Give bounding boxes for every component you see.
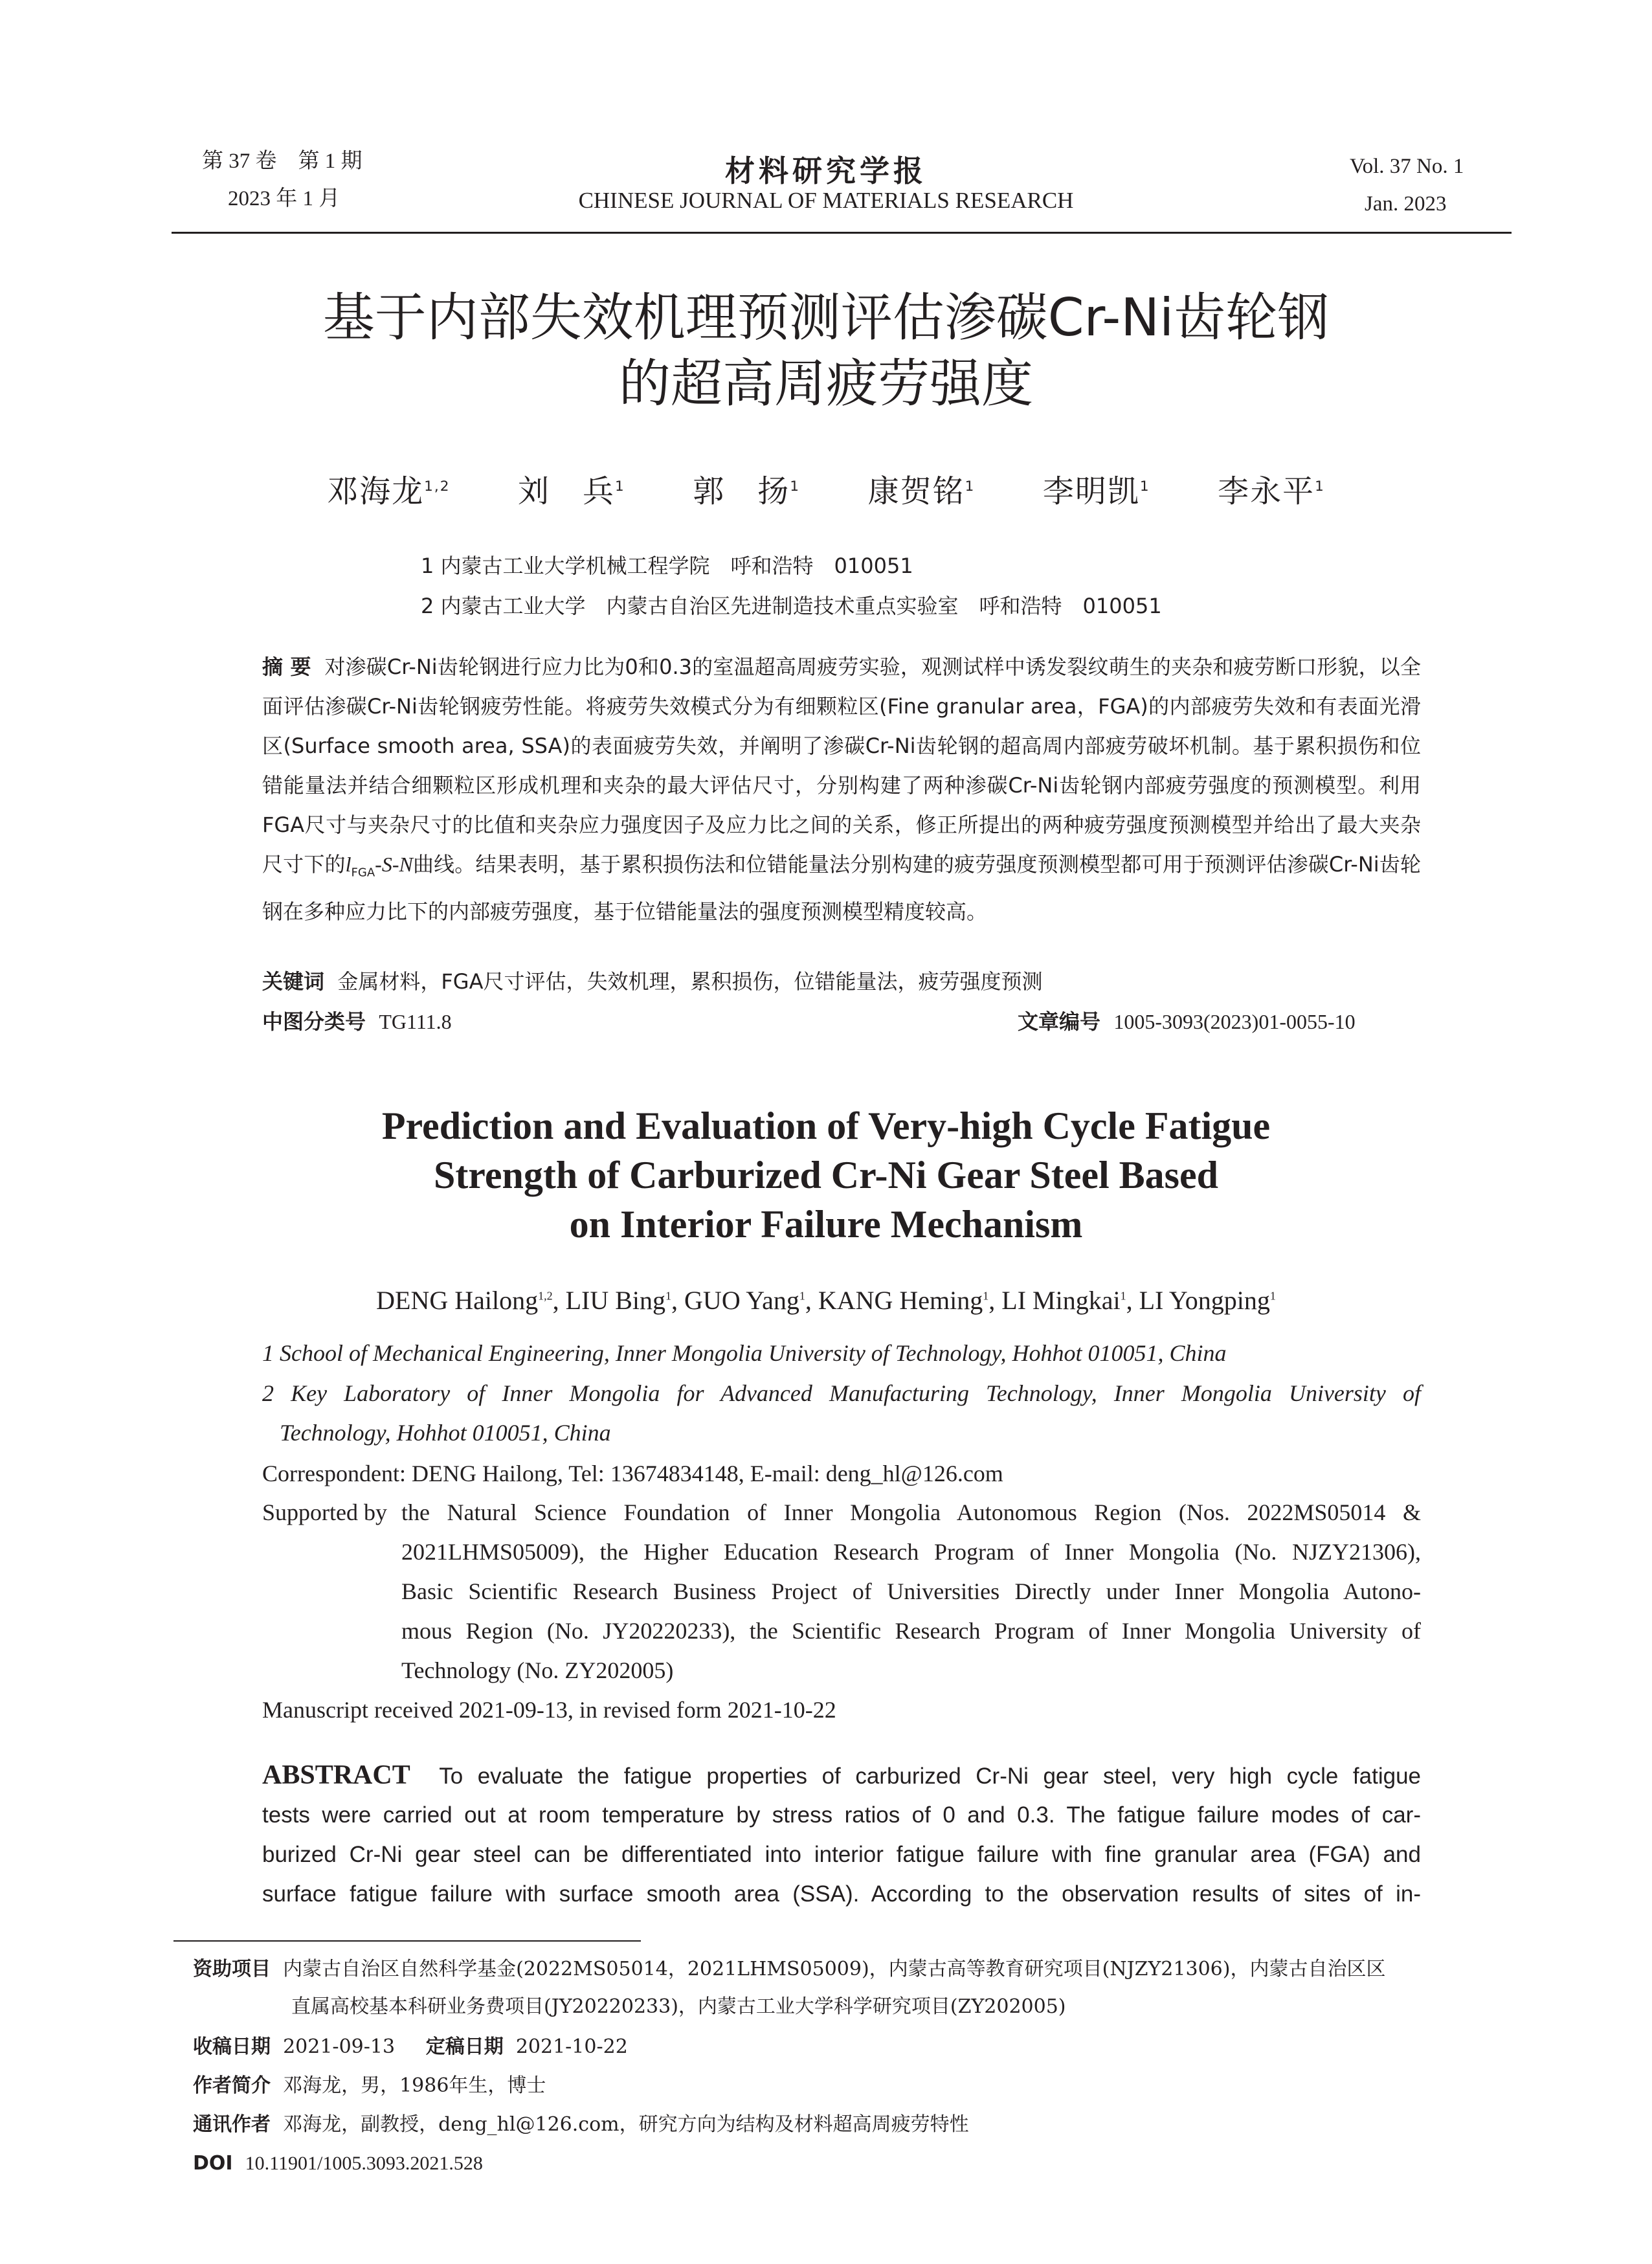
author-cn-name: 李永平 (1218, 473, 1315, 510)
footnote-funding-label: 资助项目 (193, 1958, 271, 1980)
author-cn-name: 康贺铭 (867, 473, 965, 510)
abstract-en-label: ABSTRACT (262, 1760, 410, 1790)
header-volume-en: Vol. 37 No. 1 (1350, 155, 1464, 178)
footnote-doi (193, 2143, 483, 2184)
authors-en: DENG Hailong$^{1,2}$, LIU Bing$^1$, GUO Yang$^1$, KANG Heming$^1$, LI Mingkai$^1$, LI Yongping$^1$ (376, 1286, 1276, 1315)
authors-cn (0, 466, 1652, 511)
classification-value: TG111.8 (379, 1010, 452, 1033)
article-number (1018, 1002, 1356, 1041)
author-en-name: GUO Yang (684, 1286, 799, 1315)
title-en-line2: Strength of Carburized Cr-Ni Gear Steel Based (433, 1154, 1219, 1196)
author-cn-name: 刘 兵 (517, 473, 615, 510)
title-cn-line1: 基于内部失效机理预测评估渗碳Cr-Ni齿轮钢 (322, 287, 1330, 348)
author-en-name: KANG Heming (818, 1286, 983, 1315)
header-rule (172, 232, 1512, 234)
abstract-cn-text-end: 曲线。结果表明，基于累积损伤法和位错能量法分别构建的疲劳强度预测模型都可用于预测评估渗碳Cr-Ni齿轮钢在多种应力比下的内部疲劳强度，基于位错能量法的强度预测模型精度较高。 (262, 852, 1421, 925)
classification-cn (262, 1002, 452, 1041)
author-cn-sup: 1 (1139, 478, 1150, 495)
abstract-cn (262, 647, 1421, 932)
affiliation-en-2-line2: Technology, Hohhot 010051, China (280, 1420, 611, 1446)
header-date-cn: 2023 年 1 月 (228, 187, 340, 210)
footnote-funding (193, 1949, 1385, 1989)
footnote-revised-label: 定稿日期 (425, 2035, 504, 2058)
abstract-en-line1 (262, 1756, 1421, 1796)
footnote-funding-line2: 直属高校基本科研业务费项目(JY20220233)，内蒙古工业大学科学研究项目(ZY202005) (291, 1995, 1066, 2018)
footnote-author-value: 邓海龙，男，1986年生，博士 (283, 2074, 546, 2097)
article-number-label: 文章编号 (1018, 1009, 1101, 1034)
footnote-author-label: 作者简介 (193, 2074, 271, 2097)
journal-name-en: CHINESE JOURNAL OF MATERIALS RESEARCH (578, 188, 1074, 213)
classification-label: 中图分类号 (262, 1009, 366, 1034)
affiliation-en-1: 1 School of Mechanical Engineering, Inner Mongolia University of Technology, Hohhot 010051, China (262, 1340, 1227, 1366)
footnote-doi-value: 10.11901/1005.3093.2021.528 (245, 2153, 483, 2174)
header-date-en: Jan. 2023 (1365, 192, 1447, 216)
author-en-sup: 1 (1269, 1289, 1276, 1303)
author-en-sup: 1 (665, 1289, 672, 1303)
author-cn-name: 李明凯 (1042, 473, 1140, 510)
formula-sub: FGA (351, 866, 375, 880)
footnote-received-label: 收稿日期 (193, 2035, 271, 2058)
supported-line3: Basic Scientific Research Business Project of Universities Directly under Inner Mongolia Autono- (401, 1578, 1421, 1604)
abstract-en-line2: tests were carried out at room temperature by stress ratios of 0 and 0.3. The fatigue failure modes of car- (262, 1802, 1421, 1828)
abstract-cn-text: 对渗碳Cr-Ni齿轮钢进行应力比为0和0.3的室温超高周疲劳实验，观测试样中诱发裂纹萌生的夹杂和疲劳断口形貌，以全面评估渗碳Cr-Ni齿轮钢疲劳性能。将疲劳失效模式分为有细颗粒区(Fine granular area，FGA)的内部疲劳失效和有表面光滑区(Surface smooth area, SSA)的表面疲劳失效，并阐明了渗碳Cr-Ni齿轮钢的超高周内部疲劳破坏机制。基于累积损伤和位错能量法并结合细颗粒区形成机理和夹杂的最大评估尺寸，分别构建了两种渗碳Cr-Ni齿轮钢内部疲劳强度的预测模型。利用FGA尺寸与夹杂尺寸的比值和夹杂应力强度因子及应力比之间的关系，修正所提出的两种疲劳强度预测模型并给出了最大夹杂尺寸下的 (262, 655, 1421, 877)
title-en-line1: Prediction and Evaluation of Very-high Cycle Fatigue (381, 1104, 1271, 1147)
footnote-doi-label: DOI (193, 2152, 233, 2175)
footnote-corr-value: 邓海龙，副教授，deng_hl@126.com，研究方向为结构及材料超高周疲劳特性 (283, 2113, 969, 2136)
affiliation-en-2-line1: 2 Key Laboratory of Inner Mongolia for Advanced Manufacturing Technology, Inner Mongolia University of (262, 1380, 1421, 1406)
author-cn-sup: 1 (1315, 478, 1325, 495)
keywords-cn-text: 金属材料，FGA尺寸评估，失效机理，累积损伤，位错能量法，疲劳强度预测 (337, 969, 1043, 994)
manuscript-dates: Manuscript received 2021-09-13, in revised form 2021-10-22 (262, 1697, 836, 1723)
formula-rest: -S-N (375, 853, 413, 876)
footnote-author (193, 2065, 546, 2106)
author-en-sup: 1,2 (538, 1289, 553, 1303)
abstract-en-line1-text: To evaluate the fatigue properties of carburized Cr-Ni gear steel, very high cycle fatigue (439, 1764, 1421, 1789)
footnote-revised-value: 2021-10-22 (515, 2035, 628, 2058)
supported-line4: mous Region (No. JY20220233), the Scientific Research Program of Inner Mongolia University of (401, 1618, 1421, 1644)
author-cn-sup: 1 (614, 478, 625, 495)
author-cn-name: 郭 扬 (693, 473, 790, 510)
affiliation-cn-2: 2 内蒙古工业大学 内蒙古自治区先进制造技术重点实验室 呼和浩特 010051 (421, 594, 1162, 618)
title-en-line3: on Interior Failure Mechanism (569, 1203, 1083, 1246)
footnote-received-value: 2021-09-13 (283, 2035, 396, 2058)
author-en-name: DENG Hailong (376, 1286, 539, 1315)
footnote-corr-label: 通讯作者 (193, 2113, 271, 2136)
supported-line2: 2021LHMS05009), the Higher Education Research Program of Inner Mongolia (No. NJZY21306), (401, 1539, 1421, 1565)
author-cn-sup: 1 (965, 478, 976, 495)
formula-l: l (345, 853, 352, 876)
author-en-name: LIU Bing (565, 1286, 666, 1315)
journal-name-cn: 材料研究学报 (725, 153, 927, 188)
supported-line5: Technology (No. ZY202005) (401, 1657, 674, 1683)
keywords-cn-label: 关键词 (262, 969, 325, 994)
affiliation-cn-1: 1 内蒙古工业大学机械工程学院 呼和浩特 010051 (421, 554, 913, 578)
author-en-sup: 1 (799, 1289, 805, 1303)
correspondent: Correspondent: DENG Hailong, Tel: 13674834148, E-mail: deng_hl@126.com (262, 1461, 1003, 1486)
footnote-correspondent (193, 2104, 969, 2145)
footnote-funding-line1: 内蒙古自治区自然科学基金(2022MS05014，2021LHMS05009)，内蒙古高等教育研究项目(NJZY21306)，内蒙古自治区区 (283, 1958, 1386, 1980)
author-en-sup: 1 (1120, 1289, 1126, 1303)
footnote-dates (193, 2026, 628, 2067)
keywords-cn (262, 962, 1421, 1002)
supported-line1: the Natural Science Foundation of Inner Mongolia Autonomous Region (Nos. 2022MS05014 & (401, 1499, 1421, 1525)
title-cn-line2: 的超高周疲劳强度 (619, 353, 1033, 414)
supported-label: Supported by (262, 1499, 387, 1525)
author-cn-sup: 1 (790, 478, 801, 495)
article-number-value: 1005-3093(2023)01-0055-10 (1113, 1010, 1356, 1033)
author-cn-sup: 1,2 (424, 478, 451, 495)
author-en-sup: 1 (983, 1289, 989, 1303)
author-en-name: LI Yongping (1139, 1286, 1270, 1315)
author-cn-name: 邓海龙 (327, 473, 425, 510)
footnote-rule (173, 1940, 641, 1942)
header-volume-cn: 第 37 卷 第 1 期 (202, 150, 363, 173)
abstract-en-line4: surface fatigue failure with surface smooth area (SSA). According to the observation results of sites of in- (262, 1881, 1421, 1907)
abstract-en-line3: burized Cr-Ni gear steel can be differentiated into interior fatigue failure with fine granular area (FGA) and (262, 1842, 1421, 1867)
abstract-cn-label: 摘 要 (262, 655, 311, 679)
author-en-name: LI Mingkai (1001, 1286, 1121, 1315)
